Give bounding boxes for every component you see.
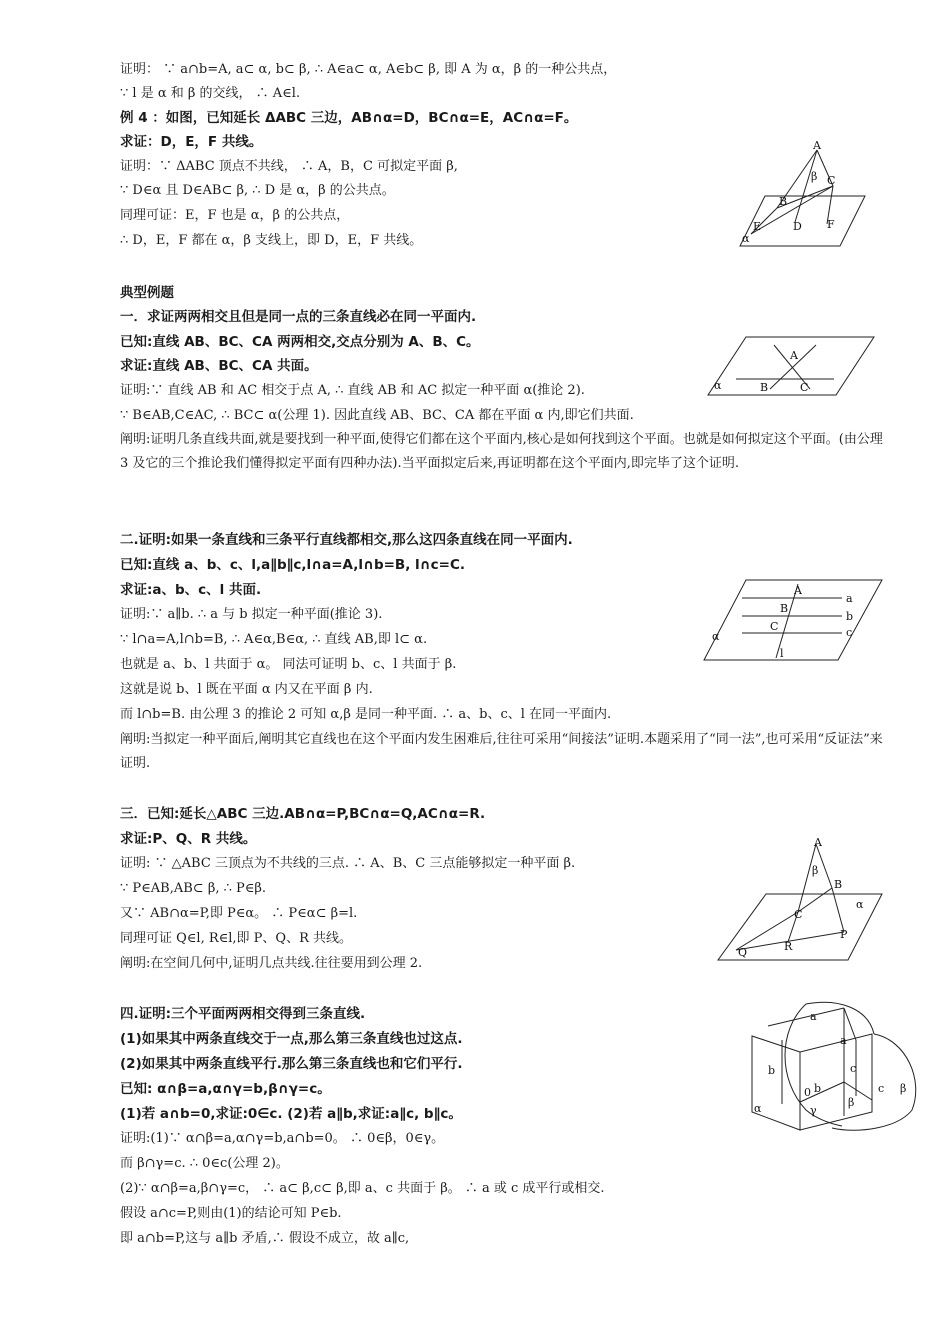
proof-line: 又∵ AB∩α=P,即 P∈α。 ∴ P∈α⊂ β=l.: [120, 906, 358, 921]
label-C: C: [827, 174, 836, 187]
proof-line: (2)∵ α∩β=a,β∩γ=c， ∴ a⊂ β,c⊂ β,即 a、c 共面于 β。 ∴ a 或 c 成平行或相交.: [120, 1181, 605, 1196]
proof-line: ∵ D∈α 且 D∈AB⊂ β, ∴ D 是 α，β 的公共点。: [120, 183, 395, 198]
label-b-left: b: [768, 1064, 776, 1077]
label-E: E: [753, 220, 762, 233]
label-D: D: [793, 220, 802, 233]
figure-triangle-plane: [735, 138, 870, 250]
label-gamma: γ: [810, 1104, 817, 1117]
explanation-line: 阐明:在空间几何中,证明几点共线.往往要用到公理 2.: [120, 956, 423, 971]
problem-2-claim: 求证:a、b、c、l 共面.: [120, 582, 262, 598]
proof-line: 而 β∩γ=c. ∴ 0∈c(公理 2)。: [120, 1156, 289, 1171]
problem-3-heading: 三．已知:延长△ABC 三边.AB∩α=P,BC∩α=Q,AC∩α=R.: [120, 806, 486, 822]
figure-three-planes: [748, 1000, 926, 1134]
problem-1-claim: 求证:直线 AB、BC、CA 共面。: [120, 358, 318, 374]
label-B: B: [760, 381, 769, 394]
problem-1-given: 已知:直线 AB、BC、CA 两两相交,交点分别为 A、B、C。: [120, 334, 480, 350]
label-C: C: [800, 381, 809, 394]
problem-4-heading: 四.证明:三个平面两两相交得到三条直线.: [120, 1006, 366, 1022]
label-B: B: [779, 195, 788, 208]
problem-4-given: 已知: α∩β=a,α∩γ=b,β∩γ=c。: [120, 1081, 331, 1097]
label-a-top: a: [810, 1010, 817, 1023]
label-alpha: α: [754, 1102, 762, 1115]
proof-line: 同理可证：E，F 也是 α，β 的公共点，: [120, 208, 350, 223]
proof-line: 证明:∵ 直线 AB 和 AC 相交于点 A, ∴ 直线 AB 和 AC 拟定一种平面 α(推论 2).: [120, 383, 585, 398]
label-Q: Q: [738, 946, 748, 959]
label-c: c: [846, 626, 853, 639]
proof-line: 而 l∩b=B. 由公理 3 的推论 2 可知 α,β 是同一种平面. ∴ a、b、c、l 在同一平面内.: [120, 707, 612, 722]
label-F: F: [827, 218, 835, 231]
proof-line: ∵ P∈AB,AB⊂ β, ∴ P∈β.: [120, 881, 267, 896]
example-4-heading: 例 4 ：如图，已知延长 ΔABC 三边，AB∩α=D，BC∩α=E，AC∩α=F。: [120, 110, 578, 126]
proof-line: 证明:∵ a∥b. ∴ a 与 b 拟定一种平面(推论 3).: [120, 607, 383, 622]
proof-line: ∵ l 是 α 和 β 的交线， ∴ A∈l.: [120, 86, 301, 101]
label-b: b: [846, 610, 854, 623]
proof-line: 也就是 a、b、l 共面于 α。 同法可证明 b、c、l 共面于 β.: [120, 657, 457, 672]
figure-three-lines: [706, 335, 876, 397]
label-beta: β: [812, 864, 819, 877]
label-c-inner: c: [850, 1062, 857, 1075]
label-c-outer: c: [878, 1082, 885, 1095]
label-A: A: [814, 838, 822, 849]
problem-2-given: 已知:直线 a、b、c、l,a∥b∥c,l∩a=A,l∩b=B, l∩c=C.: [120, 557, 465, 573]
problem-3-claim: 求证:P、Q、R 共线。: [120, 831, 257, 847]
proof-line: ∵ l∩a=A,l∩b=B, ∴ A∈α,B∈α, ∴ 直线 AB,即 l⊂ α.: [120, 632, 428, 647]
explanation-paragraph: 阐明:当拟定一种平面后,阐明其它直线也在这个平面内发生困难后,往往可采用“间接法”证明.本题采用了“同一法”,也可采用“反证法”来证明.: [120, 732, 883, 771]
figure-parallel-lines: [702, 578, 884, 662]
label-A: A: [813, 139, 821, 152]
proof-line: 即 a∩b=P,这与 a∥b 矛盾,∴ 假设不成立，故 a∥c,: [120, 1231, 410, 1246]
label-l: l: [780, 647, 784, 660]
explanation-paragraph: 阐明:证明几条直线共面,就是要找到一种平面,使得它们都在这个平面内,核心是如何找到这个平面。也就是如何拟定这个平面。(由公理 3 及它的三个推论我们懂得拟定平面有四种办法).当平面拟定后来,再证明都在这个平面内,即完毕了这个证明.: [120, 432, 883, 471]
label-a-right: a: [840, 1034, 847, 1047]
label-a: a: [846, 592, 853, 605]
label-alpha: α: [712, 630, 720, 643]
example-4-claim: 求证：D，E，F 共线。: [120, 134, 263, 150]
proof-line: 证明:(1)∵ α∩β=a,α∩γ=b,a∩b=0。 ∴ 0∈β，0∈γ。: [120, 1131, 445, 1146]
label-beta-inner: β: [848, 1096, 855, 1109]
label-A: A: [790, 349, 798, 362]
label-A: A: [794, 584, 802, 597]
label-origin: 0: [804, 1086, 811, 1099]
problem-2-heading: 二.证明:如果一条直线和三条平行直线都相交,那么这四条直线在同一平面内.: [120, 532, 573, 548]
label-b-center: b: [814, 1082, 822, 1095]
proof-line: 证明：∵ ΔABC 顶点不共线， ∴ A，B，C 可拟定平面 β,: [120, 159, 458, 174]
proof-line: ∵ B∈AB,C∈AC, ∴ BC⊂ α(公理 1). 因此直线 AB、BC、CA 都在平面 α 内,即它们共面.: [120, 408, 634, 423]
problem-4-part-1: (1)如果其中两条直线交于一点,那么第三条直线也过这点.: [120, 1031, 463, 1047]
label-beta-outer: β: [900, 1082, 907, 1095]
problem-1-heading: 一．求证两两相交且但是同一点的三条直线必在同一平面内.: [120, 309, 477, 325]
proof-line: ∴ D，E，F 都在 α，β 支线上，即 D，E，F 共线。: [120, 233, 423, 248]
problem-4-part-2: (2)如果其中两条直线平行.那么第三条直线也和它们平行.: [120, 1056, 463, 1072]
proof-line: 这就是说 b、l 既在平面 α 内又在平面 β 内.: [120, 682, 373, 697]
label-alpha: α: [856, 898, 864, 911]
label-C: C: [770, 620, 779, 633]
problem-4-claim: (1)若 a∩b=0,求证:0∈c. (2)若 a∥b,求证:a∥c, b∥c。: [120, 1106, 462, 1122]
label-C: C: [794, 908, 803, 921]
label-P: P: [840, 928, 848, 941]
label-B: B: [780, 602, 789, 615]
label-beta: β: [811, 170, 818, 183]
label-R: R: [784, 940, 793, 953]
proof-line: 证明： ∵ a∩b=A, a⊂ α, b⊂ β, ∴ A∈a⊂ α, A∈b⊂ β, 即 A 为 α，β 的一种公共点，: [120, 62, 617, 77]
label-B: B: [834, 878, 843, 891]
proof-line: 假设 a∩c=P,则由(1)的结论可知 P∈b.: [120, 1206, 342, 1221]
section-title: 典型例题: [120, 285, 174, 301]
proof-line: 证明: ∵ △ABC 三顶点为不共线的三点. ∴ A、B、C 三点能够拟定一种平面 β.: [120, 856, 576, 871]
label-alpha: α: [714, 379, 722, 392]
label-alpha: α: [742, 232, 750, 245]
proof-line: 同理可证 Q∈l, R∈l,即 P、Q、R 共线。: [120, 931, 352, 946]
figure-triangle-collinear: [716, 838, 884, 962]
